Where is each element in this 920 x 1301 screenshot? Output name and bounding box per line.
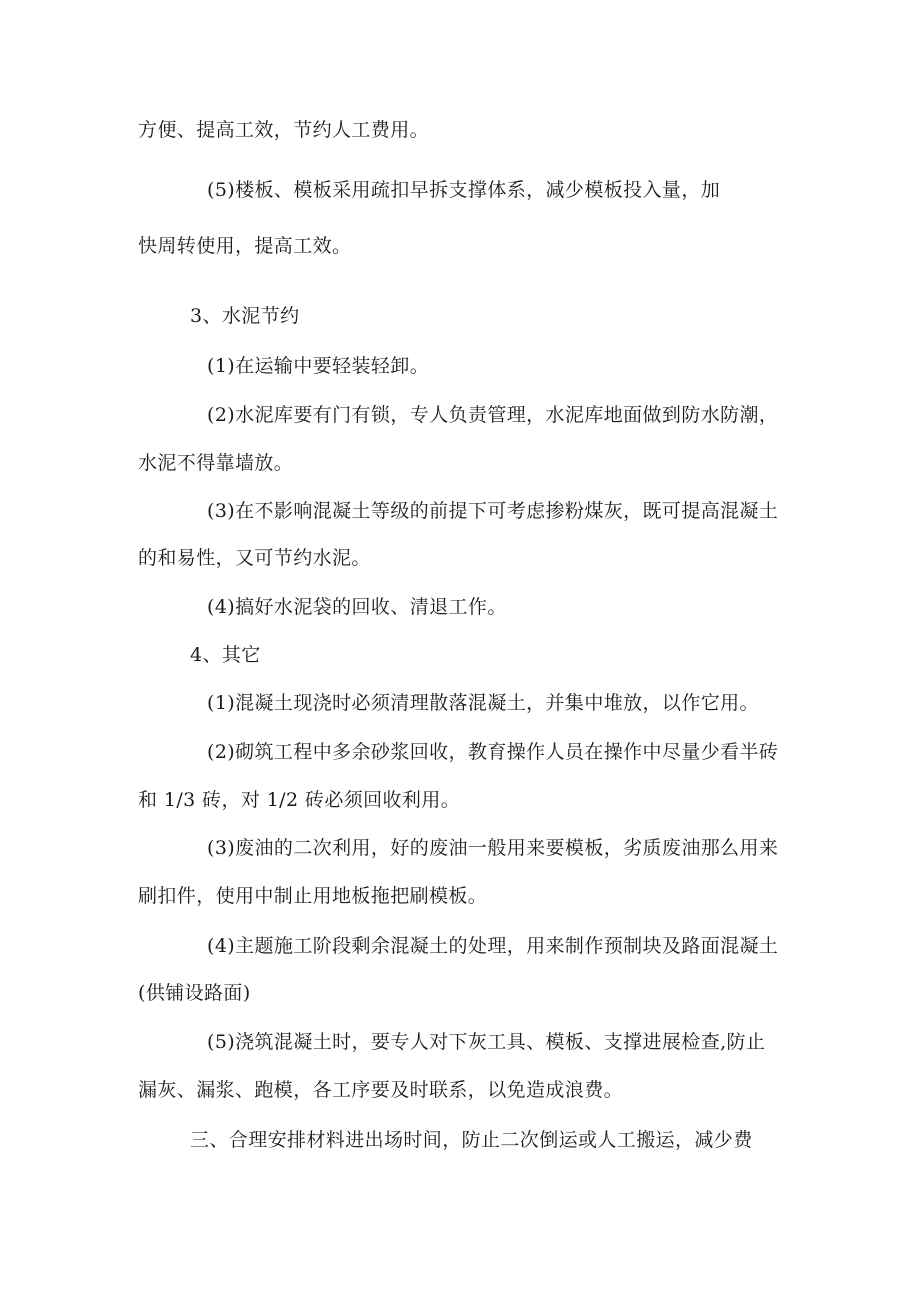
text-line: (2)水泥库要有门有锁，专人负责管理，水泥库地面做到防水防潮， [207,404,779,426]
text-line: 刷扣件，使用中制止用地板拖把刷模板。 [138,885,488,907]
text-line: 和 1/3 砖，对 1/2 砖必须回收利用。 [138,789,461,811]
text-line: (供铺设路面) [138,982,251,1004]
text-line: 方便、提高工效，节约人工费用。 [138,119,430,141]
section-heading: 3、水泥节约 [190,305,300,327]
section-heading: 三、合理安排材料进出场时间，防止二次倒运或人工搬运，减少费 [190,1129,753,1151]
text-line: (2)砌筑工程中多余砂浆回收，教育操作人员在操作中尽量少看半砖 [207,741,779,763]
text-line: 水泥不得靠墙放。 [138,452,294,474]
text-line: (1)混凝土现浇时必须清理散落混凝土，并集中堆放，以作它用。 [207,692,759,714]
text-line: (4)搞好水泥袋的回收、清退工作。 [207,596,507,618]
text-line: (3)废油的二次利用，好的废油一般用来要模板，劣质废油那么用来 [207,837,779,859]
section-heading: 4、其它 [190,644,261,666]
text-line: (5)楼板、模板采用疏扣早拆支撑体系，减少模板投入量，加 [207,179,721,201]
text-line: (3)在不影响混凝土等级的前提下可考虑掺粉煤灰，既可提高混凝土 [207,500,779,522]
text-line: 漏灰、漏浆、跑模，各工序要及时联系，以免造成浪费。 [138,1079,624,1101]
text-line: (1)在运输中要轻装轻卸。 [207,355,430,377]
text-line: 的和易性，又可节约水泥。 [138,547,371,569]
text-line: (4)主题施工阶段剩余混凝土的处理，用来制作预制块及路面混凝土 [207,935,779,957]
text-line: 快周转使用，提高工效。 [138,235,352,257]
text-line: (5)浇筑混凝土时，要专人对下灰工具、模板、支撑进展检查,防止 [207,1031,766,1053]
